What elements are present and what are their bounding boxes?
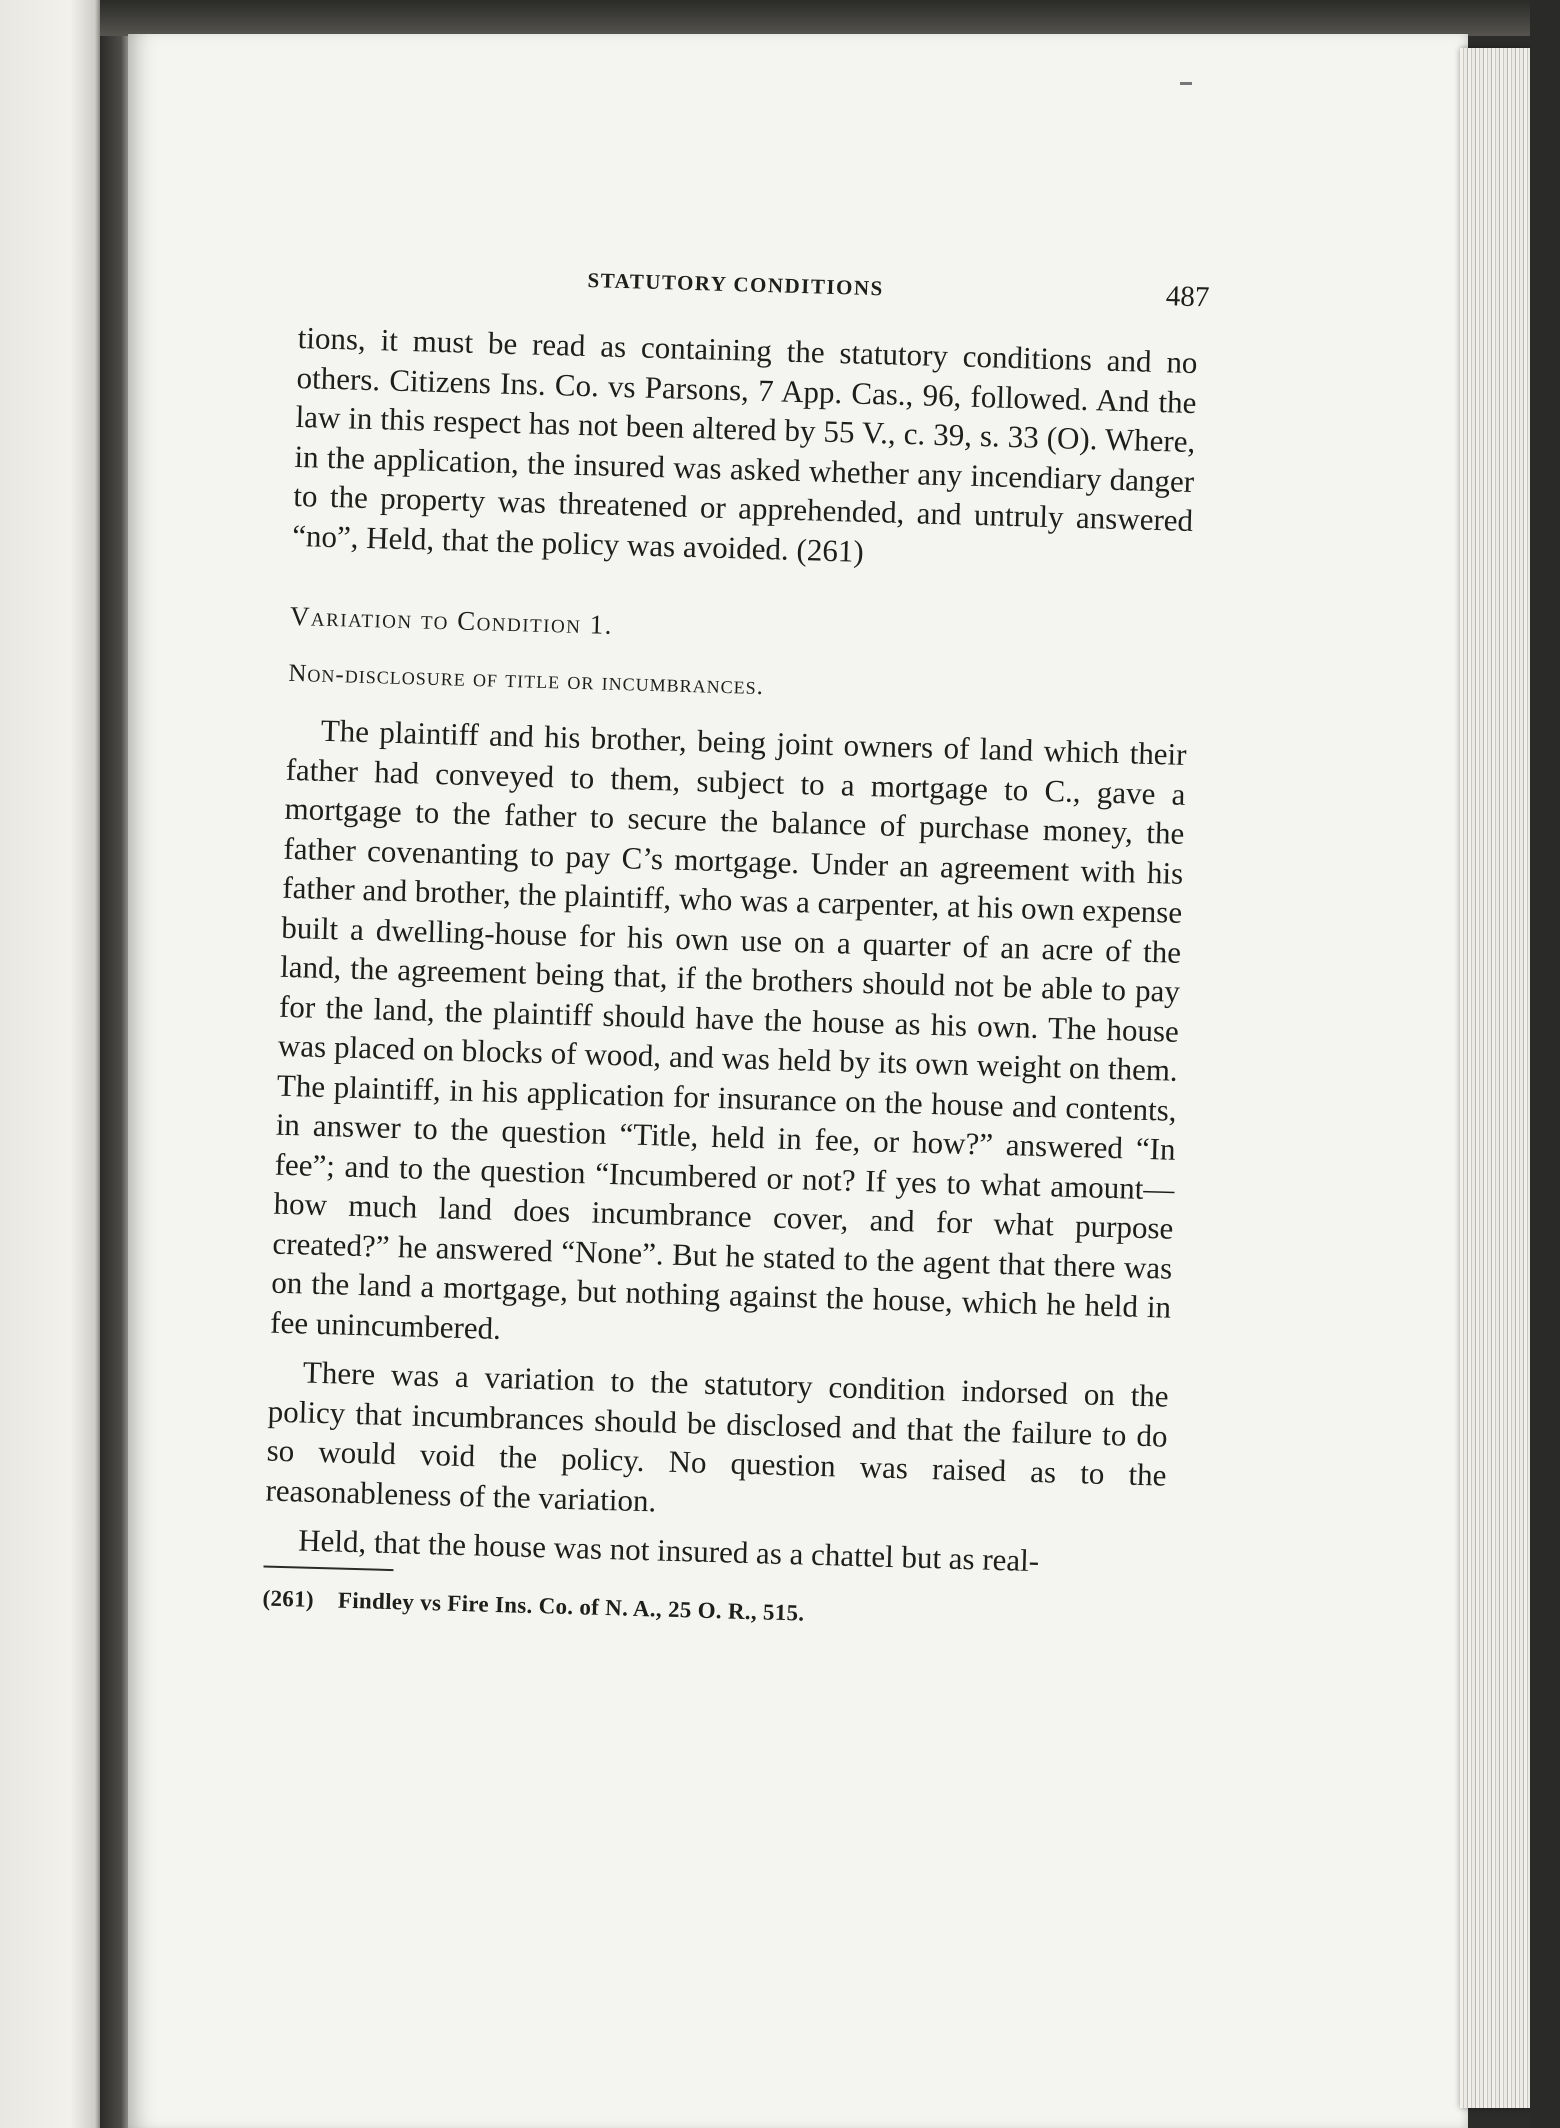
footnote-text: Findley vs Fire Ins. Co. of N. A., 25 O. R., 515. xyxy=(337,1587,805,1626)
paragraph-continuation: tions, it must be read as containing the statutory conditions and no others. Citizens Ins. Co. vs Parsons, 7 App. Cas., 96, followed. And the law in this respect has not been altered by 55 V., c. 39, s. 33 (O). Where, in the application, the insured was asked whether any incendiary danger to the property was threatened or apprehended, and untruly answered “no”, Held, that the policy was avoided. (261) xyxy=(291,319,1198,569)
right-page-edges xyxy=(1460,48,1530,2108)
section-heading-variation: Variation to Condition 1. xyxy=(289,600,614,640)
paragraph-facts: The plaintiff and his brother, being joint owners of land which their father had conveyed to them, subject to a mortgage to C., gave a mortgage to the father to secure the balance of purchase money, the father covenanting to pay C’s mortgage. Under an agreement with his father and brother, the plaintiff, who was a carpenter, at his own expense built a dwelling-house for his own use on a quarter of an acre of the land, the agreement being that, if the brothers should not be able to pay for the land, the plaintiff should have the house as his own. The house was placed on blocks of wood, and was held by its own weight on them. The plaintiff, in his application for insurance on the house and contents, in answer to the question “Title, held in fee, or how?” answered “In fee”; and to the question “Incumbered or not? If yes to what amount—how much land does incumbrance cover, and for what purpose created?” he answered “None”. But he stated to the agent that there was on the land a mortgage, but nothing against the house, which he held in fee unincumbered. xyxy=(269,712,1188,1346)
paragraph-held: Held, that the house was not insured as a chattel but as real- xyxy=(297,1522,1040,1579)
top-background xyxy=(100,0,1560,36)
paragraph-variation: There was a variation to the statutory condition indorsed on the policy that incumbrances should be disclosed and that the failure to do so would void the policy. No question was raised as to the reasonableness of the variation. xyxy=(265,1354,1170,1518)
page-content xyxy=(262,260,1210,1636)
left-page-edge xyxy=(0,0,100,2128)
footnote-number: (261) xyxy=(262,1584,315,1612)
page-number: 487 xyxy=(1165,280,1210,314)
subsection-heading-nondisclosure: Non-disclosure of title or incumbrances. xyxy=(288,659,765,701)
right-background xyxy=(1530,0,1560,2128)
footnote-rule xyxy=(263,1565,393,1571)
book-gutter xyxy=(100,0,130,2128)
page-speck xyxy=(1180,82,1192,85)
running-title: STATUTORY CONDITIONS xyxy=(587,268,885,301)
